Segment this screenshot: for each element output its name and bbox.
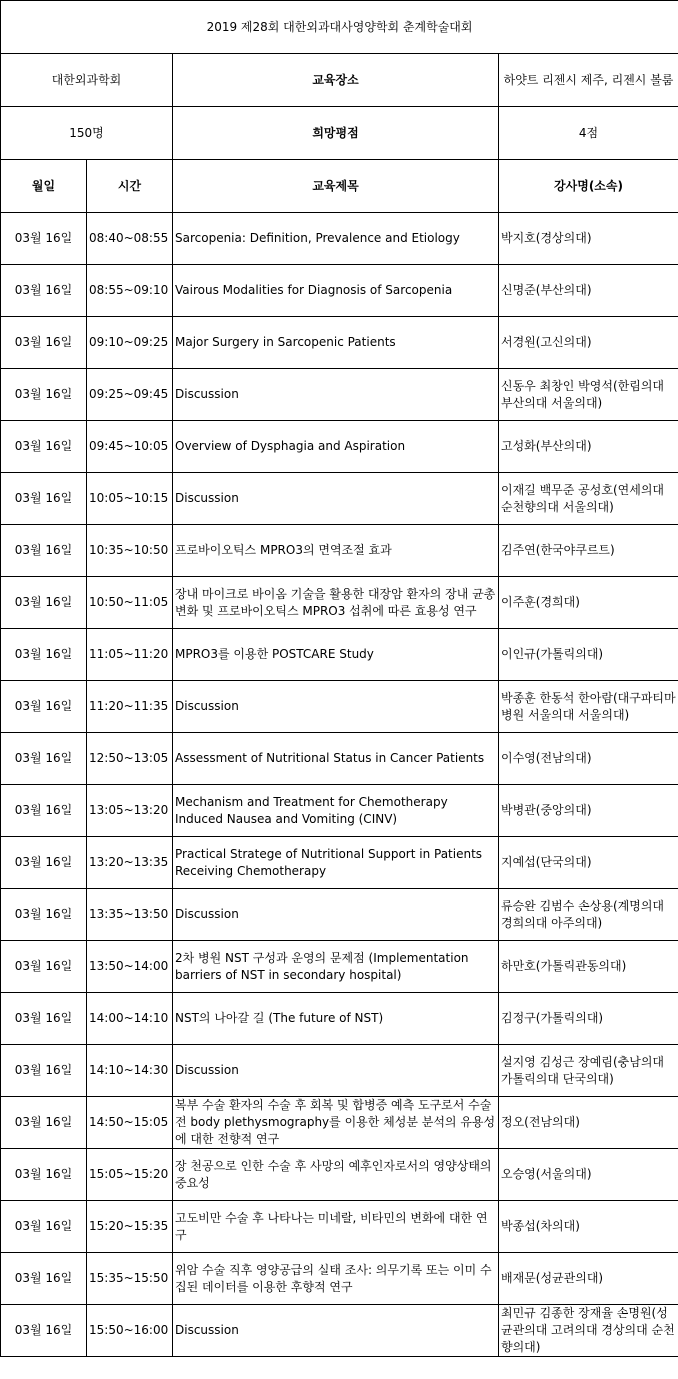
- info-row-place: [1, 54, 678, 107]
- table-row: [1, 993, 678, 1045]
- session-lecturer: 박종훈 한동석 한아람(대구파티마병원 서울의대 서울의대): [499, 681, 678, 733]
- session-subject: 고도비만 수술 후 나타나는 미네랄, 비타민의 변화에 대한 연구: [173, 1201, 499, 1253]
- session-subject: Assessment of Nutritional Status in Cancer Patients: [173, 733, 499, 785]
- score-value: 4점: [499, 107, 678, 160]
- session-date: 03월 16일: [1, 317, 87, 369]
- session-time: 14:10~14:30: [87, 1045, 173, 1097]
- session-lecturer: 배재문(성균관의대): [499, 1253, 678, 1305]
- session-date: 03월 16일: [1, 837, 87, 889]
- session-lecturer: 김정구(가톨릭의대): [499, 993, 678, 1045]
- capacity: 150명: [1, 107, 173, 160]
- table-row: [1, 733, 678, 785]
- session-time: 12:50~13:05: [87, 733, 173, 785]
- session-date: 03월 16일: [1, 993, 87, 1045]
- session-subject: 장 천공으로 인한 수술 후 사망의 예후인자로서의 영양상태의 중요성: [173, 1149, 499, 1201]
- session-time: 08:40~08:55: [87, 213, 173, 265]
- session-time: 11:20~11:35: [87, 681, 173, 733]
- session-subject: 위암 수술 직후 영양공급의 실태 조사: 의무기록 또는 이미 수집된 데이터를 이용한 후향적 연구: [173, 1253, 499, 1305]
- session-date: 03월 16일: [1, 681, 87, 733]
- session-date: 03월 16일: [1, 369, 87, 421]
- table-row: [1, 473, 678, 525]
- table-row: [1, 941, 678, 993]
- session-subject: Sarcopenia: Definition, Prevalence and Etiology: [173, 213, 499, 265]
- table-row: [1, 265, 678, 317]
- table-row: [1, 577, 678, 629]
- session-time: 13:35~13:50: [87, 889, 173, 941]
- session-subject: Vairous Modalities for Diagnosis of Sarcopenia: [173, 265, 499, 317]
- title-row: [1, 1, 678, 54]
- table-row: [1, 785, 678, 837]
- session-lecturer: 이수영(전남의대): [499, 733, 678, 785]
- session-subject: NST의 나아갈 길 (The future of NST): [173, 993, 499, 1045]
- session-time: 13:50~14:00: [87, 941, 173, 993]
- header-subject: 교육제목: [173, 160, 499, 213]
- session-lecturer: 지예섭(단국의대): [499, 837, 678, 889]
- session-subject: 프로바이오틱스 MPRO3의 면역조절 효과: [173, 525, 499, 577]
- session-time: 10:35~10:50: [87, 525, 173, 577]
- session-lecturer: 신명준(부산의대): [499, 265, 678, 317]
- table-row: [1, 525, 678, 577]
- table-row: [1, 1097, 678, 1149]
- session-date: 03월 16일: [1, 473, 87, 525]
- session-time: 15:50~16:00: [87, 1305, 173, 1357]
- session-lecturer: 오승영(서울의대): [499, 1149, 678, 1201]
- session-subject: MPRO3를 이용한 POSTCARE Study: [173, 629, 499, 681]
- session-time: 09:10~09:25: [87, 317, 173, 369]
- session-lecturer: 김주연(한국야쿠르트): [499, 525, 678, 577]
- session-subject: 장내 마이크로 바이옴 기술을 활용한 대장암 환자의 장내 균총 변화 및 프로바이오틱스 MPRO3 섭취에 따른 효용성 연구: [173, 577, 499, 629]
- session-time: 15:20~15:35: [87, 1201, 173, 1253]
- table-row: [1, 421, 678, 473]
- session-lecturer: 박지호(경상의대): [499, 213, 678, 265]
- session-lecturer: 정오(전남의대): [499, 1097, 678, 1149]
- session-time: 15:05~15:20: [87, 1149, 173, 1201]
- session-date: 03월 16일: [1, 1253, 87, 1305]
- table-row: [1, 681, 678, 733]
- session-time: 14:50~15:05: [87, 1097, 173, 1149]
- session-date: 03월 16일: [1, 733, 87, 785]
- score-label: 희망평점: [173, 107, 499, 160]
- session-date: 03월 16일: [1, 525, 87, 577]
- session-date: 03월 16일: [1, 889, 87, 941]
- session-date: 03월 16일: [1, 1045, 87, 1097]
- session-lecturer: 하만호(가톨릭관동의대): [499, 941, 678, 993]
- session-date: 03월 16일: [1, 941, 87, 993]
- session-time: 10:50~11:05: [87, 577, 173, 629]
- table-row: [1, 1149, 678, 1201]
- session-lecturer: 이재길 백무준 공성호(연세의대 순천향의대 서울의대): [499, 473, 678, 525]
- session-subject: Discussion: [173, 473, 499, 525]
- session-subject: Discussion: [173, 369, 499, 421]
- table-row: [1, 213, 678, 265]
- session-time: 15:35~15:50: [87, 1253, 173, 1305]
- session-date: 03월 16일: [1, 1149, 87, 1201]
- session-subject: 2차 병원 NST 구성과 운영의 문제점 (Implementation barriers of NST in secondary hospital): [173, 941, 499, 993]
- session-subject: Practical Stratege of Nutritional Support in Patients Receiving Chemotherapy: [173, 837, 499, 889]
- place-label: 교육장소: [173, 54, 499, 107]
- session-time: 13:20~13:35: [87, 837, 173, 889]
- table-row: [1, 629, 678, 681]
- session-lecturer: 최민규 김종한 장재율 손명원(성균관의대 고려의대 경상의대 순천향의대): [499, 1305, 678, 1357]
- session-subject: Discussion: [173, 889, 499, 941]
- table-row: [1, 889, 678, 941]
- header-row: [1, 160, 678, 213]
- session-subject: Discussion: [173, 1305, 499, 1357]
- info-row-score: [1, 107, 678, 160]
- session-time: 11:05~11:20: [87, 629, 173, 681]
- session-time: 09:45~10:05: [87, 421, 173, 473]
- session-lecturer: 고성화(부산의대): [499, 421, 678, 473]
- session-lecturer: 박병관(중앙의대): [499, 785, 678, 837]
- session-lecturer: 서경원(고신의대): [499, 317, 678, 369]
- session-time: 14:00~14:10: [87, 993, 173, 1045]
- session-subject: Discussion: [173, 681, 499, 733]
- session-date: 03월 16일: [1, 1097, 87, 1149]
- session-date: 03월 16일: [1, 421, 87, 473]
- table-row: [1, 837, 678, 889]
- session-lecturer: 류승완 김범수 손상용(계명의대 경희의대 아주의대): [499, 889, 678, 941]
- session-date: 03월 16일: [1, 1201, 87, 1253]
- session-lecturer: 이인규(가톨릭의대): [499, 629, 678, 681]
- place-value: 하얏트 리젠시 제주, 리젠시 볼룸: [499, 54, 678, 107]
- session-date: 03월 16일: [1, 1305, 87, 1357]
- session-time: 08:55~09:10: [87, 265, 173, 317]
- session-lecturer: 신동우 최창인 박영석(한림의대 부산의대 서울의대): [499, 369, 678, 421]
- session-time: 13:05~13:20: [87, 785, 173, 837]
- table-row: [1, 1045, 678, 1097]
- session-subject: Discussion: [173, 1045, 499, 1097]
- organizer: 대한외과학회: [1, 54, 173, 107]
- table-row: [1, 317, 678, 369]
- session-subject: Major Surgery in Sarcopenic Patients: [173, 317, 499, 369]
- session-date: 03월 16일: [1, 265, 87, 317]
- session-lecturer: 설지영 김성근 장예림(충남의대 가톨릭의대 단국의대): [499, 1045, 678, 1097]
- session-lecturer: 이주훈(경희대): [499, 577, 678, 629]
- session-subject: 복부 수술 환자의 수술 후 회복 및 합병증 예측 도구로서 수술 전 body plethysmography를 이용한 체성분 분석의 유용성에 대한 전향적 연구: [173, 1097, 499, 1149]
- table-row: [1, 1305, 678, 1357]
- session-date: 03월 16일: [1, 629, 87, 681]
- session-date: 03월 16일: [1, 785, 87, 837]
- table-row: [1, 369, 678, 421]
- conference-title: 2019 제28회 대한외과대사영양학회 춘계학술대회: [1, 1, 678, 54]
- session-subject: Overview of Dysphagia and Aspiration: [173, 421, 499, 473]
- session-time: 09:25~09:45: [87, 369, 173, 421]
- session-time: 10:05~10:15: [87, 473, 173, 525]
- session-lecturer: 박종섭(차의대): [499, 1201, 678, 1253]
- header-time: 시간: [87, 160, 173, 213]
- table-row: [1, 1253, 678, 1305]
- header-date: 월일: [1, 160, 87, 213]
- table-row: [1, 1201, 678, 1253]
- session-date: 03월 16일: [1, 213, 87, 265]
- session-subject: Mechanism and Treatment for Chemotherapy Induced Nausea and Vomiting (CINV): [173, 785, 499, 837]
- header-lecturer: 강사명(소속): [499, 160, 678, 213]
- session-date: 03월 16일: [1, 577, 87, 629]
